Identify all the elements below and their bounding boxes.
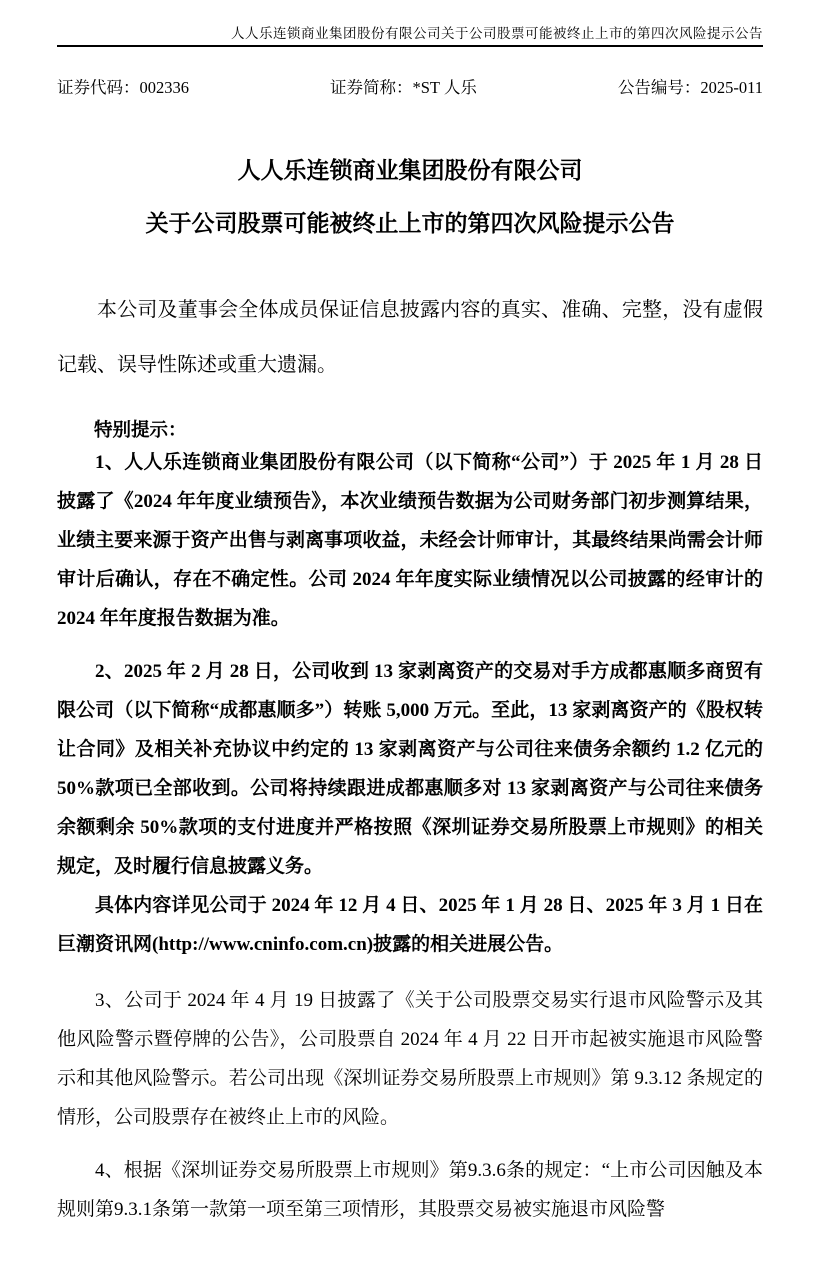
document-title-line2: 关于公司股票可能被终止上市的第四次风险提示公告 bbox=[145, 211, 675, 236]
board-disclaimer-paragraph: 本公司及董事会全体成员保证信息披露内容的真实、准确、完整，没有虚假记载、误导性陈述或重大遗漏。 bbox=[57, 299, 763, 376]
paragraph-item-4: 4、根据《深圳证券交易所股票上市规则》第9.3.6条的规定：“上市公司因触及本规则第9.3.1条第一款第一项至第三项情形，其股票交易被实施退市风险警 bbox=[57, 1160, 763, 1220]
paragraph-progress-notice: 具体内容详见公司于 2024 年 12 月 4 日、2025 年 1 月 28 日、2025 年 3 月 1 日在巨潮资讯网(http://www.cninfo.com.cn)披露的相关进展公告。 bbox=[57, 895, 763, 955]
paragraph-item-2: 2、2025 年 2 月 28 日，公司收到 13 家剥离资产的交易对手方成都惠顺多商贸有限公司（以下简称“成都惠顺多”）转账 5,000 万元。至此，13 家剥离资产的《股权转让合同》及相关补充协议中约定的 13 家剥离资产与公司往来债务余额约 1.2 亿元的 50%款项已全部收到。公司将持续跟进成都惠顺多对 13 家剥离资产与公司往来债务余额剩余 50%款项的支付进度并严格按照《深圳证券交易所股票上市规则》的相关规定，及时履行信息披露义务。 bbox=[57, 661, 763, 877]
document-title-line1: 人人乐连锁商业集团股份有限公司 bbox=[237, 158, 583, 183]
announcement-number: 公告编号：2025-011 bbox=[617, 78, 763, 97]
stock-name: 证券简称：*ST 人乐 bbox=[330, 78, 477, 97]
special-notice-heading: 特别提示： bbox=[94, 421, 187, 441]
security-info-row bbox=[57, 78, 763, 98]
running-header: 人人乐连锁商业集团股份有限公司关于公司股票可能被终止上市的第四次风险提示公告 bbox=[231, 26, 763, 41]
header-divider bbox=[57, 45, 763, 47]
paragraph-item-1: 1、人人乐连锁商业集团股份有限公司（以下简称“公司”）于 2025 年 1 月 28 日披露了《2024 年年度业绩预告》，本次业绩预告数据为公司财务部门初步测算结果，业绩主要来源于资产出售与剥离事项收益，未经会计师审计，其最终结果尚需会计师审计后确认，存在不确定性。公司 2024 年年度实际业绩情况以公司披露的经审计的 2024 年年度报告数据为准。 bbox=[57, 452, 763, 629]
stock-code: 证券代码：002336 bbox=[57, 78, 189, 97]
paragraph-item-3: 3、公司于 2024 年 4 月 19 日披露了《关于公司股票交易实行退市风险警示及其他风险警示暨停牌的公告》，公司股票自 2024 年 4 月 22 日开市起被实施退市风险警示和其他风险警示。若公司出现《深圳证券交易所股票上市规则》第 9.3.12 条规定的情形，公司股票存在被终止上市的风险。 bbox=[57, 990, 763, 1128]
